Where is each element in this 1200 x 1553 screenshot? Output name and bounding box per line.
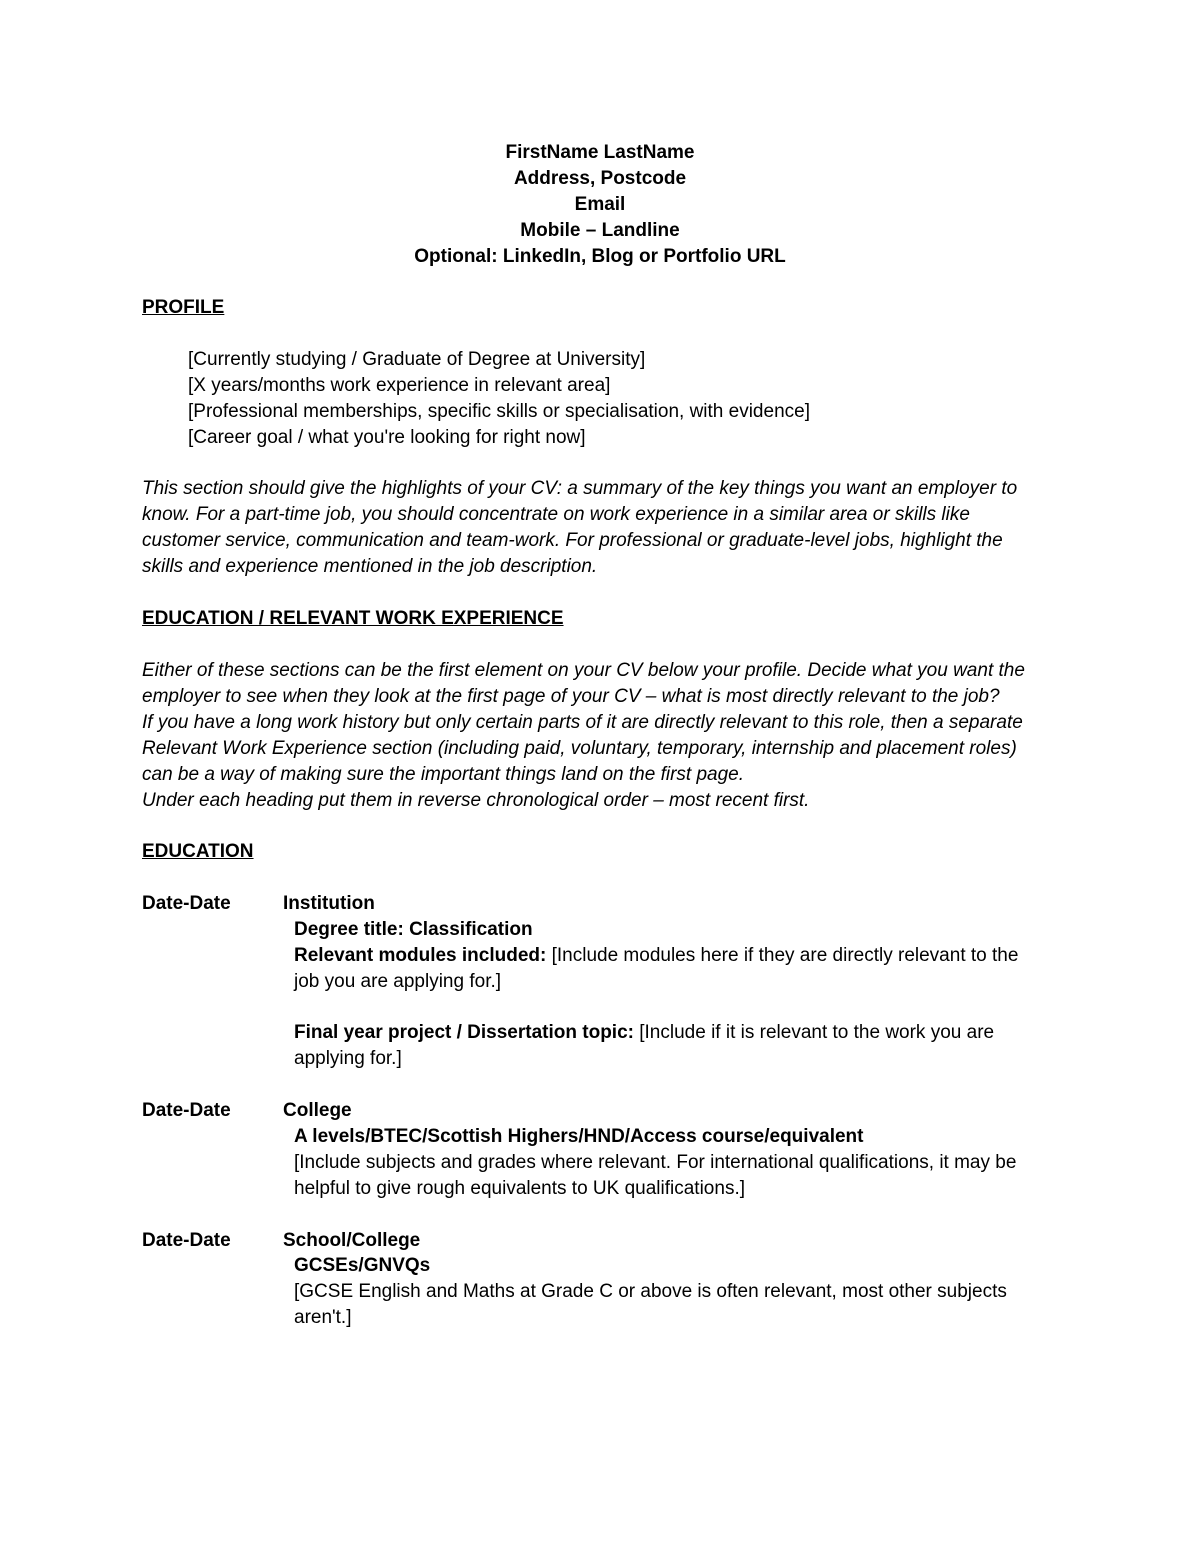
entry-detail-cont: helpful to give rough equivalents to UK qualifications.] xyxy=(294,1178,745,1199)
email: Email xyxy=(574,194,626,215)
project-label: Final year project / Dissertation topic: xyxy=(294,1022,634,1043)
entry-date: Date-Date xyxy=(142,893,231,914)
modules-text: [Include modules here if they are directly relevant to the xyxy=(546,945,1019,966)
profile-items xyxy=(188,347,810,451)
entry-qualification: GCSEs/GNVQs xyxy=(294,1255,431,1276)
entry-modules-cont: job you are applying for.] xyxy=(294,971,502,992)
entry-detail: [Include subjects and grades where relevant. For international qualifications, it may be xyxy=(294,1152,1017,1173)
profile-item: [X years/months work experience in relevant area] xyxy=(188,375,611,396)
entry-qualification: Degree title: Classification xyxy=(294,919,533,940)
note-line: This section should give the highlights of your CV: a summary of the key things you want an employer to xyxy=(142,478,1018,499)
note-line: can be a way of making sure the important things land on the first page. xyxy=(142,764,745,785)
entry-detail-cont: aren't.] xyxy=(294,1307,352,1328)
note-line: skills and experience mentioned in the job description. xyxy=(142,556,598,577)
entry-detail: [GCSE English and Maths at Grade C or above is often relevant, most other subjects xyxy=(294,1281,1007,1302)
note-line: Relevant Work Experience section (including paid, voluntary, temporary, internship and placement roles) xyxy=(142,738,1017,759)
profile-item: [Career goal / what you're looking for right now] xyxy=(188,427,586,448)
entry-institution: College xyxy=(283,1100,352,1121)
profile-item: [Currently studying / Graduate of Degree at University] xyxy=(188,349,646,370)
entry-project xyxy=(294,1020,994,1046)
address: Address, Postcode xyxy=(513,168,687,189)
note-line: Either of these sections can be the first element on your CV below your profile. Decide what you want the xyxy=(142,660,1025,681)
note-line: If you have a long work history but only certain parts of it are directly relevant to this role, then a separate xyxy=(142,712,1023,733)
entry-project-cont: applying for.] xyxy=(294,1048,402,1069)
profile-note xyxy=(142,476,1062,580)
name: FirstName LastName xyxy=(505,142,695,163)
note-line: employer to see when they look at the first page of your CV – what is most directly relevant to the job? xyxy=(142,686,1000,707)
phone: Mobile – Landline xyxy=(520,220,680,241)
entry-modules xyxy=(294,943,1018,969)
note-line: customer service, communication and team-work. For professional or graduate-level jobs, highlight the xyxy=(142,530,1003,551)
edu-work-note xyxy=(142,658,1062,814)
profile-heading: PROFILE xyxy=(142,297,225,318)
entry-qualification: A levels/BTEC/Scottish Highers/HND/Access course/equivalent xyxy=(294,1126,864,1147)
entry-date: Date-Date xyxy=(142,1230,231,1251)
note-line: Under each heading put them in reverse chronological order – most recent first. xyxy=(142,790,810,811)
modules-label: Relevant modules included: xyxy=(294,945,547,966)
project-text: [Include if it is relevant to the work you are xyxy=(633,1022,995,1043)
profile-item: [Professional memberships, specific skills or specialisation, with evidence] xyxy=(188,401,810,422)
edu-work-heading: EDUCATION / RELEVANT WORK EXPERIENCE xyxy=(142,608,564,629)
education-heading: EDUCATION xyxy=(142,841,254,862)
note-line: know. For a part-time job, you should concentrate on work experience in a similar area or skills like xyxy=(142,504,970,525)
optional-links: Optional: LinkedIn, Blog or Portfolio URL xyxy=(414,246,786,267)
entry-date: Date-Date xyxy=(142,1100,231,1121)
entry-institution: Institution xyxy=(283,893,375,914)
cv-header xyxy=(0,140,1200,270)
entry-institution: School/College xyxy=(283,1230,421,1251)
